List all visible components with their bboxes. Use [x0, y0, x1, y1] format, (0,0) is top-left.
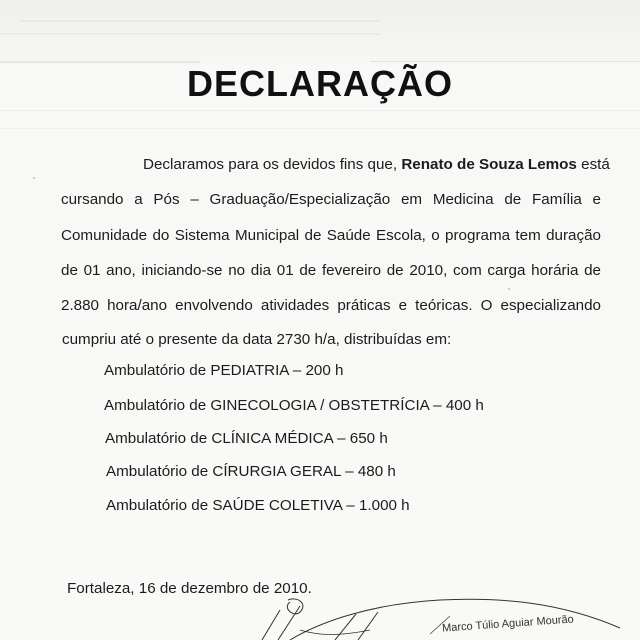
scan-artifact	[20, 20, 380, 22]
paragraph-line-3: Comunidade do Sistema Municipal de Saúde Escola, o programa tem duração	[61, 227, 601, 244]
paragraph-line-6: cumpriu até o presente da data 2730 h/a, distribuídas em:	[62, 331, 452, 348]
scan-speck	[33, 177, 35, 179]
signature-block	[260, 596, 640, 640]
paragraph-line-4: de 01 ano, iniciando-se no dia 01 de fevereiro de 2010, com carga horária de	[61, 262, 601, 279]
scan-artifact	[370, 61, 640, 62]
list-item: Ambulatório de GINECOLOGIA / OBSTETRÍCIA – 400 h	[104, 397, 484, 414]
list-item: Ambulatório de SAÚDE COLETIVA – 1.000 h	[106, 497, 410, 514]
signatory-stamp-name: Marco Túlio Aguiar Mourão	[441, 613, 575, 635]
scan-artifact	[0, 33, 380, 35]
paragraph-line-2: cursando a Pós – Graduação/Especialização em Medicina de Família e	[61, 191, 601, 208]
scan-artifact	[0, 128, 640, 129]
scan-speck	[508, 288, 510, 290]
person-name: Renato de Souza Lemos	[401, 156, 577, 173]
list-item: Ambulatório de CLÍNICA MÉDICA – 650 h	[105, 430, 388, 447]
list-item: Ambulatório de PEDIATRIA – 200 h	[104, 362, 344, 379]
intro-suffix: está	[581, 156, 610, 173]
paragraph-line-1	[143, 156, 610, 174]
intro-text: Declaramos para os devidos fins que,	[143, 156, 398, 173]
paragraph-line-5: 2.880 hora/ano envolvendo atividades práticas e teóricas. O especializando	[61, 297, 601, 314]
scan-artifact	[0, 110, 640, 111]
place-and-date: Fortaleza, 16 de dezembro de 2010.	[67, 580, 312, 597]
list-item: Ambulatório de CÍRURGIA GERAL – 480 h	[106, 463, 396, 480]
document-title: DECLARAÇÃO	[187, 63, 453, 104]
